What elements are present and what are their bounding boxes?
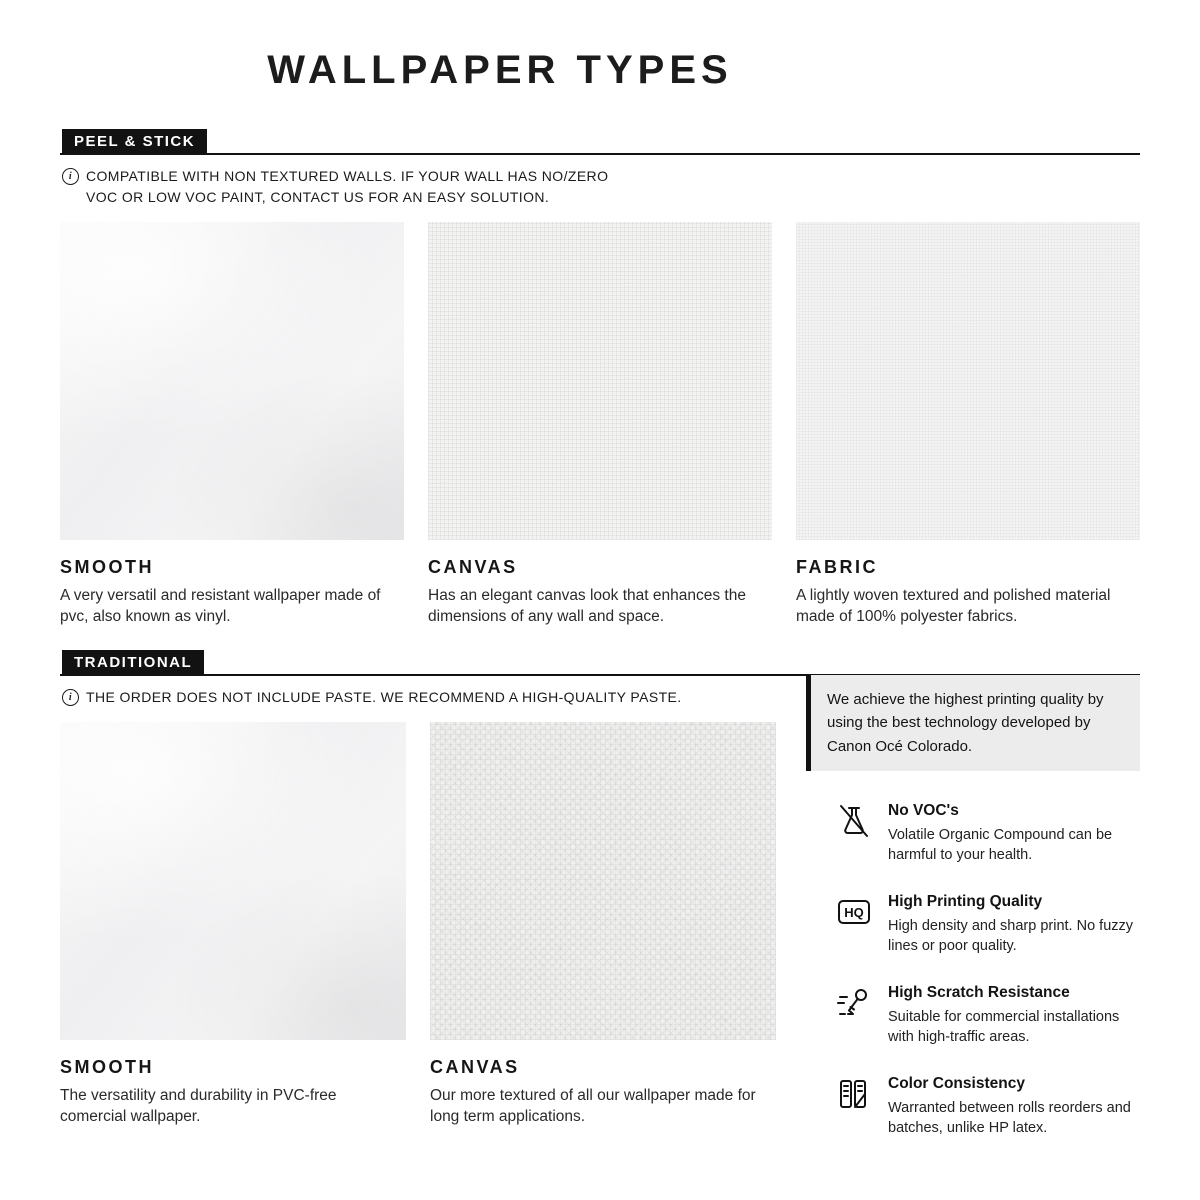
note-text: THE ORDER DOES NOT INCLUDE PASTE. WE RECOMMEND A HIGH-QUALITY PASTE. (86, 689, 682, 705)
card-traditional-smooth (60, 722, 406, 1128)
feature-body (888, 983, 1140, 1047)
traditional-cards (60, 722, 776, 1128)
color-consistency-icon (832, 1074, 876, 1138)
card-peel-smooth (60, 222, 404, 628)
smooth-texture-swatch (60, 222, 404, 540)
printing-quality-statement: We achieve the highest printing quality by using the best technology developed by Canon Océ Colorado. (806, 675, 1140, 771)
feature-description: Suitable for commercial installations with high-traffic areas. (888, 1008, 1120, 1045)
feature-color-consistency (832, 1074, 1140, 1138)
section-badge-traditional: TRADITIONAL (62, 650, 204, 674)
note-text: COMPATIBLE WITH NON TEXTURED WALLS. IF YOUR WALL HAS NO/ZERO VOC OR LOW VOC PAINT, CONTACT US FOR AN EASY SOLUTION. (86, 168, 609, 205)
card-description: A very versatil and resistant wallpaper made of pvc, also known as vinyl. (60, 587, 381, 626)
feature-body (888, 1074, 1140, 1138)
feature-description: High density and sharp print. No fuzzy lines or poor quality. (888, 917, 1134, 954)
texture-noise (428, 222, 772, 540)
card-title: CANVAS (428, 557, 518, 577)
feature-title: No VOC's (888, 801, 959, 819)
feature-no-voc (832, 801, 1140, 865)
card-title: FABRIC (796, 557, 878, 577)
smooth-texture-swatch (60, 722, 406, 1040)
scratch-resistance-icon (832, 983, 876, 1047)
feature-title: High Printing Quality (888, 892, 1043, 910)
texture-noise (60, 222, 404, 540)
card-description: A lightly woven textured and polished material made of 100% polyester fabrics. (796, 587, 1111, 626)
card-title: SMOOTH (60, 1057, 154, 1077)
canvas-texture-swatch (428, 222, 772, 540)
card-description: Has an elegant canvas look that enhances the dimensions of any wall and space. (428, 587, 746, 626)
texture-noise (60, 722, 406, 1040)
feature-description: Warranted between rolls reorders and batches, unlike HP latex. (888, 1099, 1131, 1136)
page-title: WALLPAPER TYPES (267, 48, 733, 92)
feature-high-scratch-resistance (832, 983, 1140, 1047)
card-title: SMOOTH (60, 557, 154, 577)
card-description: Our more textured of all our wallpaper made for long term applications. (430, 1087, 756, 1126)
feature-list (806, 801, 1140, 1138)
card-peel-canvas (428, 222, 772, 628)
feature-body (888, 801, 1140, 865)
info-icon-glyph: i (68, 171, 73, 182)
canvas-texture-swatch (430, 722, 776, 1040)
texture-noise (796, 222, 1140, 540)
peel-stick-note (62, 166, 617, 208)
feature-title: High Scratch Resistance (888, 983, 1070, 1001)
card-description: The versatility and durability in PVC-free comercial wallpaper. (60, 1087, 337, 1126)
info-icon (62, 168, 79, 185)
peel-stick-cards (60, 222, 1140, 628)
card-title: CANVAS (430, 1057, 520, 1077)
card-traditional-canvas (430, 722, 776, 1128)
section-header-peel-stick (60, 128, 1140, 155)
hq-icon (832, 892, 876, 956)
fabric-texture-swatch (796, 222, 1140, 540)
section-header-traditional (60, 649, 1140, 676)
svg-text:HQ: HQ (844, 904, 864, 920)
feature-body (888, 892, 1140, 956)
texture-noise (430, 722, 776, 1040)
feature-description: Volatile Organic Compound can be harmful to your health. (888, 826, 1113, 863)
feature-high-printing-quality (832, 892, 1140, 956)
info-icon (62, 689, 79, 706)
info-icon-glyph: i (68, 692, 73, 703)
quality-panel (806, 675, 1140, 1138)
section-badge-peel-stick: PEEL & STICK (62, 129, 207, 153)
card-peel-fabric (796, 222, 1140, 628)
no-voc-icon (832, 801, 876, 865)
feature-title: Color Consistency (888, 1074, 1025, 1092)
